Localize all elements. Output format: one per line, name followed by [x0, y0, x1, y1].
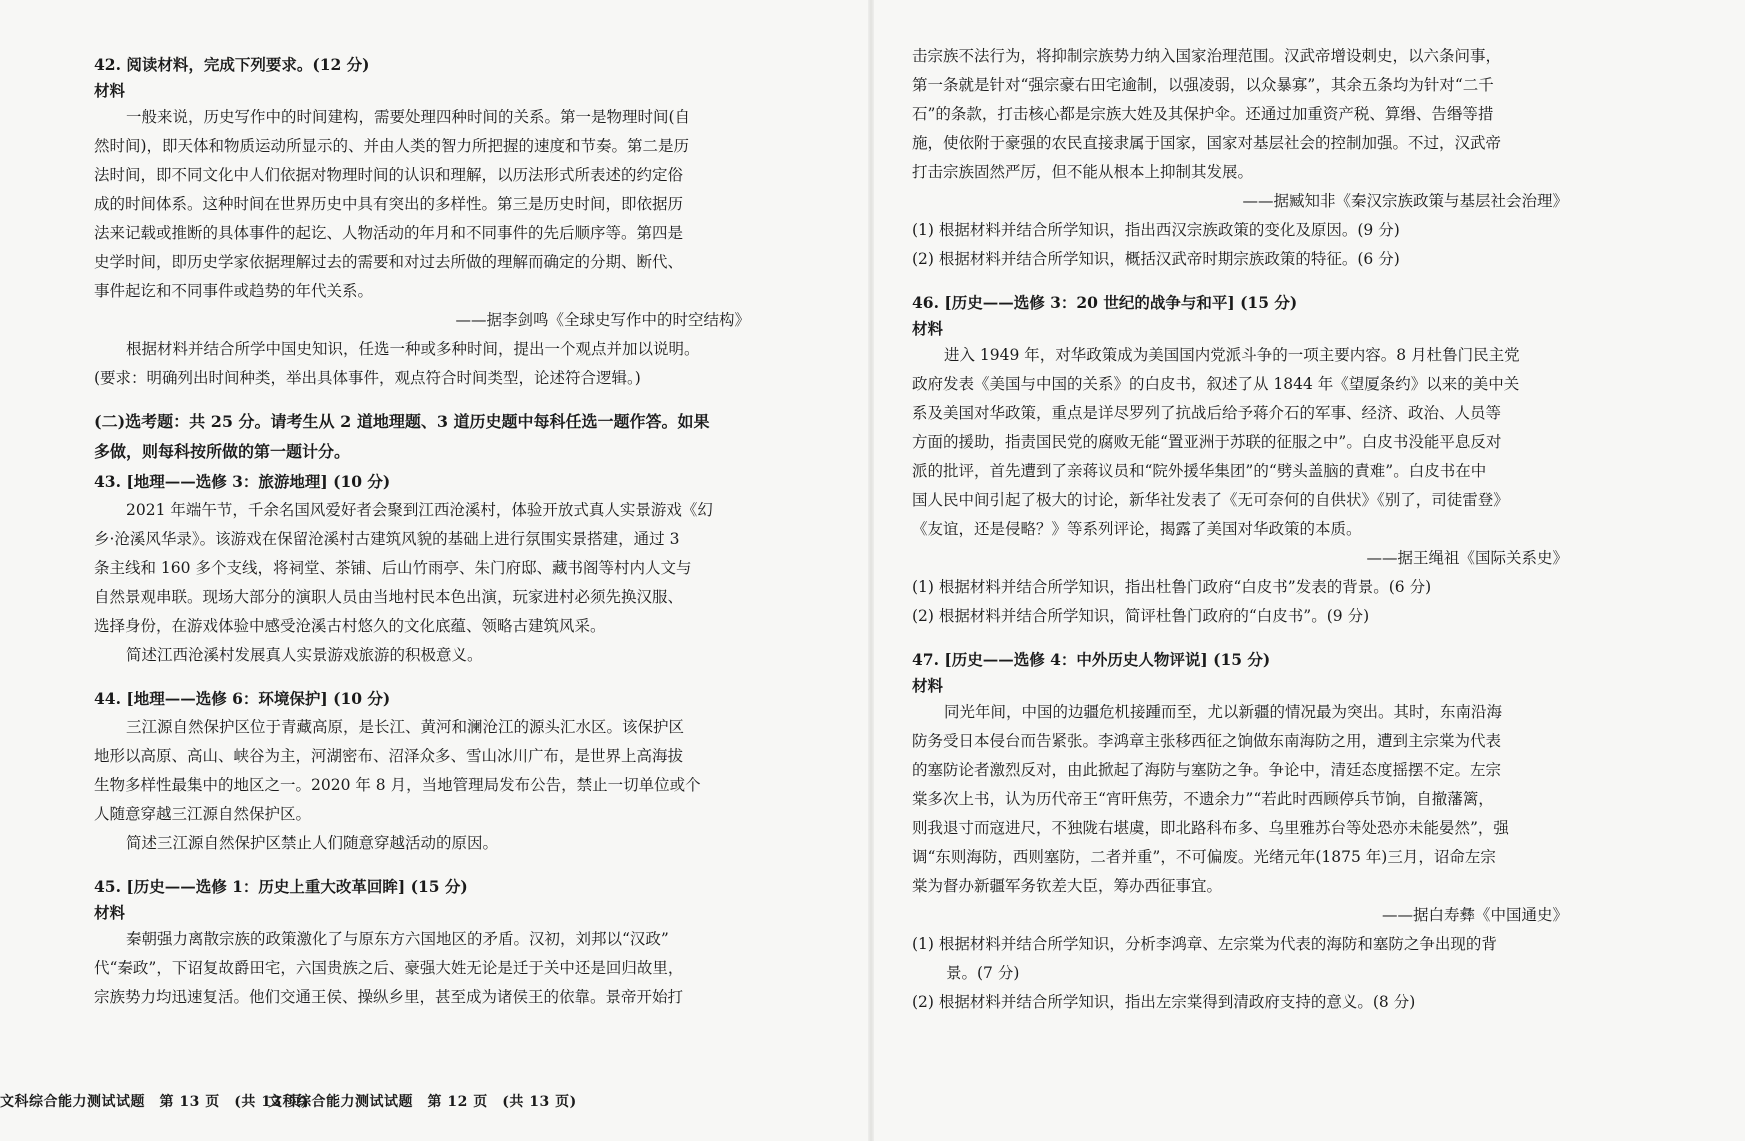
- q46-sub-question: (1) 根据材料并结合所学知识，指出杜鲁门政府“白皮书”发表的背景。(6 分): [912, 578, 1432, 596]
- q46-para-line: 方面的援助，指责国民党的腐败无能“置亚洲于苏联的征服之中”。白皮书没能平息反对: [912, 433, 1502, 451]
- q45-para-line: 秦朝强力离散宗族的政策激化了与原东方六国地区的矛盾。汉初，刘邦以“汉政”: [126, 930, 669, 948]
- q45-cont-line: 施，使依附于豪强的农民直接隶属于国家，国家对基层社会的控制加强。不过，汉武帝: [912, 134, 1502, 152]
- q45-cont-line: 第一条就是针对“强宗豪右田宅逾制，以强凌弱，以众暴寡”，其余五条均为针对“二千: [912, 76, 1494, 94]
- q43-para-line: 选择身份，在游戏体验中感受沧溪古村悠久的文化底蕴、领略古建筑风采。: [94, 617, 606, 635]
- q46-para-line: 进入 1949 年，对华政策成为美国国内党派斗争的一项主要内容。8 月杜鲁门民主党: [944, 346, 1520, 364]
- q42-para-line: 法时间，即不同文化中人们依据对物理时间的认识和理解，以历法形式所表述的约定俗: [94, 166, 684, 184]
- q44-para-line: 三江源自然保护区位于青藏高原，是长江、黄河和澜沧江的源头汇水区。该保护区: [126, 718, 685, 736]
- q42-title: 42. 阅读材料，完成下列要求。(12 分): [94, 55, 370, 74]
- q46-para-line: 国人民中间引起了极大的讨论，新华社发表了《无可奈何的自供状》《别了，司徒雷登》: [912, 491, 1509, 509]
- q47-title: 47. [历史——选修 4：中外历史人物评说] (15 分): [912, 650, 1271, 669]
- q46-source: ——据王绳祖《国际关系史》: [1366, 549, 1568, 567]
- q47-para-line: 调“东则海防，西则塞防，二者并重”，不可偏废。光绪元年(1875 年)三月，诏命左宗: [912, 848, 1496, 866]
- q43-title: 43. [地理——选修 3：旅游地理] (10 分): [94, 472, 391, 491]
- q47-para-line: 同光年间，中国的边疆危机接踵而至，尤以新疆的情况最为突出。其时，东南沿海: [944, 703, 1503, 721]
- q47-para-line: 防务受日本侵台而告紧张。李鸿章主张移西征之饷做东南海防之用，遭到主宗棠为代表: [912, 732, 1502, 750]
- q42-prompt-line: (要求：明确列出时间种类，举出具体事件，观点符合时间类型，论述符合逻辑。): [94, 369, 641, 387]
- q44-para-line: 生物多样性最集中的地区之一。2020 年 8 月，当地管理局发布公告，禁止一切单位或个: [94, 776, 701, 794]
- q42-para-line: 一般来说，历史写作中的时间建构，需要处理四种时间的关系。第一是物理时间(自: [126, 108, 691, 126]
- page-footer-12: 文科综合能力测试试题 第 12 页 (共 13 页): [268, 1094, 577, 1110]
- q44-prompt: 简述三江源自然保护区禁止人们随意穿越活动的原因。: [126, 834, 499, 852]
- q46-material-label: 材料: [912, 319, 944, 338]
- left-column: [94, 50, 754, 1012]
- q45-cont-line: 打击宗族固然严厉，但不能从根本上抑制其发展。: [912, 163, 1254, 181]
- q47-sub-question: (1) 根据材料并结合所学知识，分析李鸿章、左宗棠为代表的海防和塞防之争出现的背: [912, 935, 1497, 953]
- q47-para-line: 则我退寸而寇进尺，不独陇右堪虞，即北路科布多、乌里雅苏台等处恐亦未能晏然”，强: [912, 819, 1509, 837]
- q47-source: ——据白寿彝《中国通史》: [1381, 906, 1568, 924]
- q45-title: 45. [历史——选修 1：历史上重大改革回眸] (15 分): [94, 877, 468, 896]
- page-footer-13: 文科综合能力测试试题 第 13 页 (共 13 页): [0, 1094, 309, 1110]
- q45-material-label: 材料: [94, 903, 126, 922]
- q47-sub-question: (2) 根据材料并结合所学知识，指出左宗棠得到清政府支持的意义。(8 分): [912, 993, 1416, 1011]
- right-column: [912, 42, 1572, 1017]
- section2-line: (二)选考题：共 25 分。请考生从 2 道地理题、3 道历史题中每科任选一题作答。如果: [94, 412, 710, 431]
- q42-material-label: 材料: [94, 81, 126, 100]
- q43-prompt: 简述江西沧溪村发展真人实景游戏旅游的积极意义。: [126, 646, 483, 664]
- q42-source: ——据李剑鸣《全球史写作中的时空结构》: [455, 311, 750, 329]
- q42-para-line: 然时间)，即天体和物质运动所显示的、并由人类的智力所把握的速度和节奏。第二是历: [94, 137, 690, 155]
- exam-page-12: [0, 0, 872, 1141]
- q45-sub-question: (2) 根据材料并结合所学知识，概括汉武帝时期宗族政策的特征。(6 分): [912, 250, 1400, 268]
- q42-para-line: 法来记载或推断的具体事件的起讫、人物活动的年月和不同事件的先后顺序等。第四是: [94, 224, 684, 242]
- q46-title: 46. [历史——选修 3：20 世纪的战争与和平] (15 分): [912, 293, 1298, 312]
- q42-para-line: 史学时间，即历史学家依据理解过去的需要和对过去所做的理解而确定的分期、断代、: [94, 253, 684, 271]
- q47-sub-question-cont: 景。(7 分): [946, 964, 1020, 982]
- q46-para-line: 派的批评，首先遭到了亲蒋议员和“院外援华集团”的“劈头盖脑的責难”。白皮书在中: [912, 462, 1487, 480]
- q43-para-line: 2021 年端午节，千余名国风爱好者会聚到江西沧溪村，体验开放式真人实景游戏《幻: [126, 501, 713, 519]
- exam-page-13: [872, 0, 1745, 1141]
- q43-para-line: 条主线和 160 多个支线，将祠堂、茶铺、后山竹雨亭、朱门府邸、藏书阁等村内人文与: [94, 559, 692, 577]
- q44-para-line: 地形以高原、高山、峡谷为主，河湖密布、沼泽众多、雪山冰川广布，是世界上高海拔: [94, 747, 684, 765]
- q45-source: ——据臧知非《秦汉宗族政策与基层社会治理》: [1242, 192, 1568, 210]
- q45-cont-line: 石”的条款，打击核心都是宗族大姓及其保护伞。还通过加重资产税、算缗、告缗等措: [912, 105, 1494, 123]
- q42-para-line: 成的时间体系。这种时间在世界历史中具有突出的多样性。第三是历史时间，即依据历: [94, 195, 684, 213]
- q44-para-line: 人随意穿越三江源自然保护区。: [94, 805, 312, 823]
- q46-para-line: 《友谊，还是侵略？》等系列评论，揭露了美国对华政策的本质。: [912, 520, 1362, 538]
- q46-para-line: 系及美国对华政策，重点是详尽罗列了抗战后给予蒋介石的军事、经济、政治、人员等: [912, 404, 1502, 422]
- q47-material-label: 材料: [912, 676, 944, 695]
- q47-para-line: 棠为督办新疆军务钦差大臣，筹办西征事宜。: [912, 877, 1223, 895]
- q42-para-line: 事件起讫和不同事件或趋势的年代关系。: [94, 282, 374, 300]
- q45-cont-line: 击宗族不法行为，将抑制宗族势力纳入国家治理范围。汉武帝增设刺史，以六条问事，: [912, 47, 1502, 65]
- q45-sub-question: (1) 根据材料并结合所学知识，指出西汉宗族政策的变化及原因。(9 分): [912, 221, 1400, 239]
- section2-line: 多做，则每科按所做的第一题计分。: [94, 442, 351, 461]
- q46-sub-question: (2) 根据材料并结合所学知识，简评杜鲁门政府的“白皮书”。(9 分): [912, 607, 1370, 625]
- q44-title: 44. [地理——选修 6：环境保护] (10 分): [94, 689, 391, 708]
- q45-para-line: 宗族势力均迅速复活。他们交通王侯、操纵乡里，甚至成为诸侯王的依靠。景帝开始打: [94, 988, 684, 1006]
- q46-para-line: 政府发表《美国与中国的关系》的白皮书，叙述了从 1844 年《望厦条约》以来的美中关: [912, 375, 1520, 393]
- q47-para-line: 的塞防论者激烈反对，由此掀起了海防与塞防之争。争论中，清廷态度摇摆不定。左宗: [912, 761, 1502, 779]
- q43-para-line: 乡·沧溪风华录》。该游戏在保留沧溪村古建筑风貌的基础上进行氛围实景搭建，通过 3: [94, 530, 680, 548]
- q43-para-line: 自然景观串联。现场大部分的演职人员由当地村民本色出演，玩家进村必须先换汉服、: [94, 588, 684, 606]
- q47-para-line: 棠多次上书，认为历代帝王“宵旰焦劳，不遗余力”“若此时西顾停兵节饷，自撤藩篱，: [912, 790, 1494, 808]
- q45-para-line: 代“秦政”，下诏复故爵田宅，六国贵族之后、豪强大姓无论是迁于关中还是回归故里，: [94, 959, 684, 977]
- q42-prompt-line: 根据材料并结合所学中国史知识，任选一种或多种时间，提出一个观点并加以说明。: [126, 340, 700, 358]
